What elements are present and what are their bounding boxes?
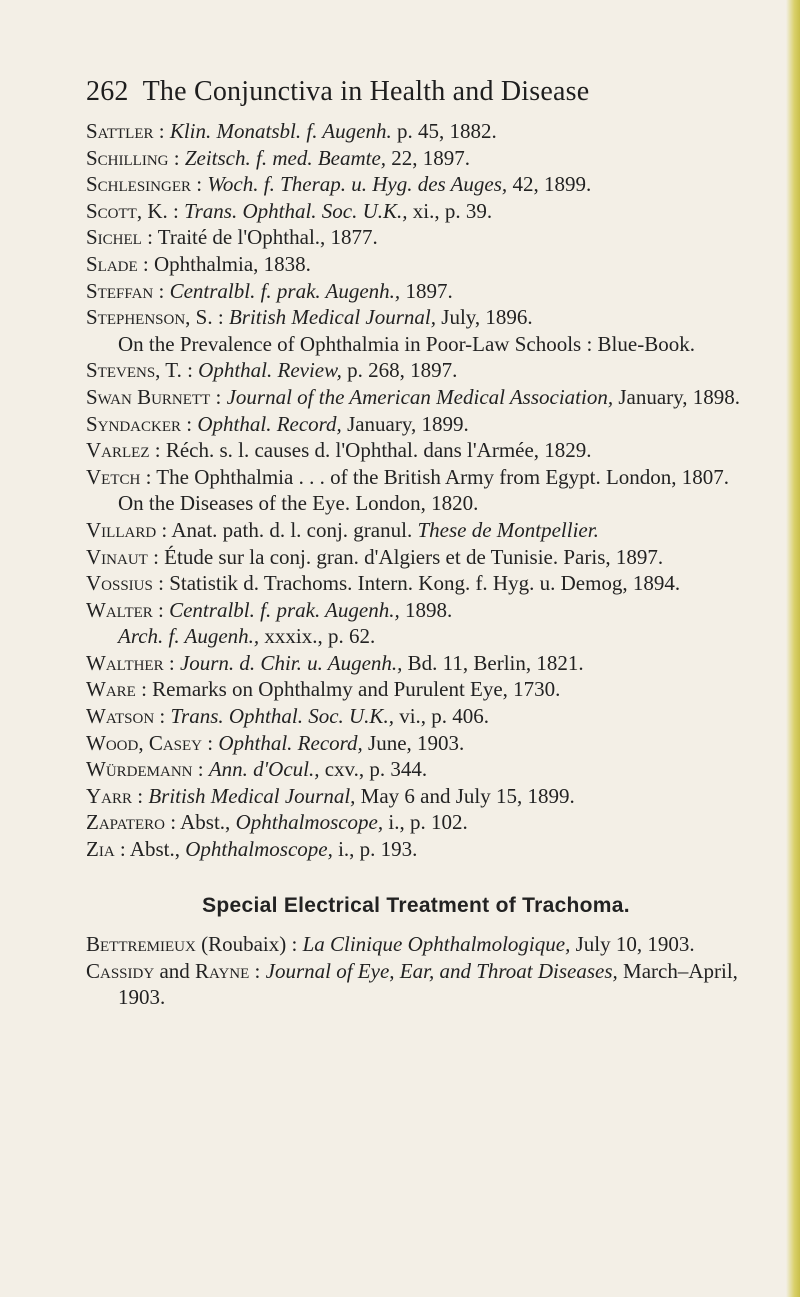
citation-title: Trans. Ophthal. Soc. U.K.,	[184, 198, 408, 223]
citation-text: July 10, 1903.	[570, 932, 695, 957]
reference-entry	[86, 958, 746, 1011]
reference-subentry	[86, 490, 746, 517]
reference-entry	[86, 145, 746, 172]
reference-subentry	[86, 331, 746, 358]
citation-text: On the Prevalence of Ophthalmia in Poor-Law Schools : Blue-Book.	[118, 331, 695, 356]
reference-entry	[86, 703, 746, 730]
citation-text: cxv., p. 344.	[319, 757, 428, 782]
citation-title: Centralbl. f. prak. Augenh.,	[169, 278, 401, 303]
citation-text: xi., p. 39.	[407, 198, 493, 223]
reference-entry	[86, 411, 746, 438]
citation-text: January, 1898.	[613, 384, 741, 409]
citation-title: Klin. Monatsbl. f. Augenh.	[169, 119, 392, 143]
reference-author: Walther :	[86, 650, 175, 675]
citation-text: On the Diseases of the Eye. London, 1820.	[118, 491, 479, 516]
citation-text: Ophthalmia, 1838.	[148, 251, 311, 276]
citation-text: March–April, 1903.	[118, 958, 738, 1010]
reference-entry	[86, 756, 746, 783]
page-header	[86, 76, 589, 108]
citation-text: Bd. 11, Berlin, 1821.	[402, 650, 584, 675]
reference-entry	[86, 118, 746, 145]
citation-text: Réch. s. l. causes d. l'Ophthal. dans l'Armée, 1829.	[160, 438, 592, 463]
citation-title: Ophthal. Record,	[197, 411, 342, 436]
reference-entry	[86, 931, 746, 958]
reference-entry	[86, 836, 746, 863]
reference-author: Schlesinger :	[86, 172, 203, 197]
reference-entry	[86, 437, 746, 464]
reference-author: Cassidy	[86, 958, 155, 983]
reference-author: Vinaut :	[86, 544, 159, 569]
reference-author: Wood, Casey :	[86, 730, 214, 755]
reference-author: Stephenson, S. :	[86, 305, 224, 330]
citation-title: British Medical Journal,	[148, 783, 356, 808]
citation-text: Traité de l'Ophthal., 1877.	[152, 225, 378, 250]
reference-entry	[86, 783, 746, 810]
reference-author: Würdemann :	[86, 757, 204, 782]
citation-text: p. 268, 1897.	[341, 358, 458, 383]
reference-author: Zapatero :	[86, 810, 177, 835]
reference-entry	[86, 597, 746, 624]
citation-title: Journal of Eye, Ear, and Throat Diseases,	[265, 958, 618, 983]
reference-author: Varlez :	[86, 438, 161, 463]
reference-entry	[86, 676, 746, 703]
citation-text: p. 45, 1882.	[391, 119, 497, 143]
reference-author: Vetch :	[86, 464, 152, 489]
citation-text: Statistik d. Trachoms. Intern. Kong. f. Hyg. u. Demog, 1894.	[163, 571, 681, 596]
citation-text: June, 1903.	[362, 730, 465, 755]
reference-author: Ware :	[86, 677, 147, 702]
reference-author: Bettremieux	[86, 932, 196, 957]
citation-text: Remarks on Ophthalmy and Purulent Eye, 1730.	[146, 677, 561, 702]
citation-title: Journ. d. Chir. u. Augenh.,	[179, 650, 403, 675]
reference-author: Yarr :	[86, 783, 144, 808]
citation-text: July, 1896.	[436, 305, 533, 330]
citation-title: Ann. d'Ocul.,	[208, 757, 320, 782]
reference-list	[86, 118, 746, 863]
reference-entry	[86, 464, 746, 491]
citation-title: Ophthal. Review,	[198, 358, 342, 383]
reference-subentry	[86, 623, 746, 650]
citation-title: Ophthalmoscope,	[235, 810, 384, 835]
citation-text: 22, 1897.	[386, 145, 471, 170]
running-title: The Conjunctiva in Health and Disease	[142, 76, 590, 107]
page-number: 262	[86, 76, 129, 107]
section-heading: Special Electrical Treatment of Trachoma.	[202, 893, 630, 917]
citation-title: Arch. f. Augenh.,	[118, 624, 260, 649]
citation-title: Trans. Ophthal. Soc. U.K.,	[170, 704, 394, 729]
reference-entry	[86, 224, 746, 251]
citation-text: vi., p. 406.	[393, 704, 490, 729]
citation-title: British Medical Journal,	[228, 305, 437, 330]
reference-entry	[86, 544, 746, 571]
reference-entry	[86, 278, 746, 305]
reference-author: Sattler :	[86, 119, 165, 143]
reference-author: Syndacker :	[86, 411, 193, 436]
citation-text: Étude sur la conj. gran. d'Algiers et de Tunisie. Paris, 1897.	[158, 544, 664, 569]
citation-text: January, 1899.	[341, 411, 469, 436]
citation-text: Rayne :	[195, 958, 261, 983]
citation-text: Anat. path. d. l. conj. granul.	[167, 517, 418, 542]
section-reference-list	[86, 931, 746, 1011]
page-edge	[786, 0, 800, 1297]
reference-entry	[86, 384, 746, 411]
citation-title: Journal of the American Medical Association,	[226, 384, 614, 409]
reference-entry	[86, 198, 746, 225]
reference-author: Slade :	[86, 251, 149, 276]
citation-title: Zeitsch. f. med. Beamte,	[184, 145, 387, 170]
reference-entry	[86, 251, 746, 278]
reference-entry	[86, 304, 746, 331]
citation-text: The Ophthalmia . . . of the British Army from Egypt. London, 1807.	[151, 464, 730, 489]
reference-author: Walter :	[86, 597, 164, 622]
citation-text: 42, 1899.	[507, 172, 592, 197]
citation-text: and	[154, 958, 196, 983]
reference-entry	[86, 171, 746, 198]
citation-title: Ophthal. Record,	[218, 730, 363, 755]
citation-text: 1897.	[400, 278, 453, 303]
reference-author: Schilling :	[86, 145, 180, 170]
reference-author: Vossius :	[86, 571, 164, 596]
citation-text: xxxix., p. 62.	[259, 624, 376, 649]
reference-entry	[86, 517, 746, 544]
citation-text: Abst.,	[125, 837, 186, 862]
reference-author: Steffan :	[86, 278, 165, 303]
citation-text: i., p. 193.	[332, 837, 418, 862]
reference-author: Scott, K. :	[86, 198, 179, 223]
citation-title: Centralbl. f. prak. Augenh.,	[169, 597, 400, 622]
reference-author: Stevens, T. :	[86, 358, 193, 383]
citation-title: Woch. f. Therap. u. Hyg. des Auges,	[207, 172, 508, 197]
citation-title: La Clinique Ophthalmologique,	[302, 932, 571, 957]
reference-author: Watson :	[86, 704, 166, 729]
reference-entry	[86, 357, 746, 384]
reference-entry	[86, 570, 746, 597]
reference-entry	[86, 809, 746, 836]
citation-text: 1898.	[399, 597, 453, 622]
citation-text: Abst.,	[176, 810, 236, 835]
bibliography	[86, 118, 746, 1011]
reference-entry	[86, 650, 746, 677]
citation-text: (Roubaix) :	[195, 932, 303, 957]
reference-author: Sichel :	[86, 225, 153, 250]
reference-author: Swan Burnett :	[86, 384, 222, 409]
reference-author: Villard :	[86, 517, 168, 542]
citation-title: These de Montpellier.	[417, 517, 599, 542]
reference-author: Zia :	[86, 837, 126, 862]
citation-text: May 6 and July 15, 1899.	[355, 783, 575, 808]
reference-entry	[86, 730, 746, 757]
citation-text: i., p. 102.	[383, 810, 468, 835]
citation-title: Ophthalmoscope,	[185, 837, 333, 862]
